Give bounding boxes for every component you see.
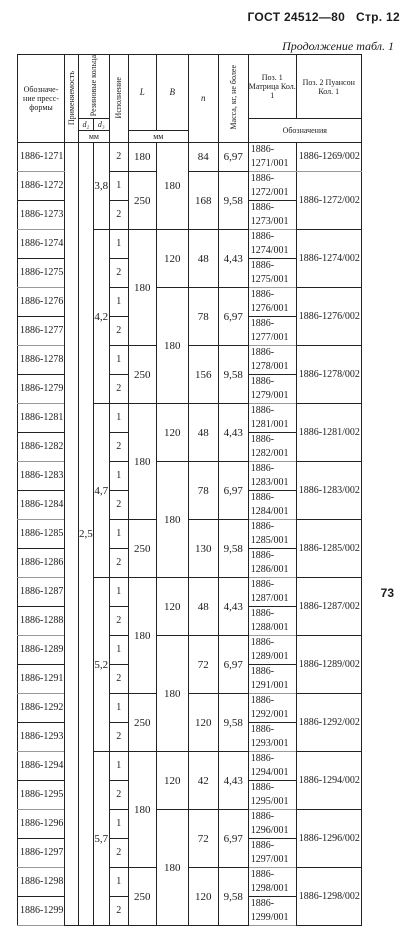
table-row-code: 1886-1299 — [18, 897, 65, 926]
version-cell: 1 — [109, 172, 128, 201]
table-row-code: 1886-1282 — [18, 433, 65, 462]
mass-cell: 9,58 — [218, 868, 248, 926]
version-cell: 1 — [109, 752, 128, 781]
n-cell: 120 — [188, 868, 218, 926]
B-cell: 180 — [156, 143, 188, 230]
table-row-code: 1886-1296 — [18, 810, 65, 839]
matrix-cell: 1886-1299/001 — [248, 897, 296, 926]
d3-cell: 3,8 — [93, 143, 109, 230]
version-cell: 2 — [109, 201, 128, 230]
punch-cell: 1886-1281/002 — [296, 404, 361, 462]
L-cell: 180 — [128, 404, 156, 520]
L-cell: 250 — [128, 868, 156, 926]
L-cell: 180 — [128, 143, 156, 172]
col-applicability: Применяемость — [65, 55, 79, 143]
version-cell: 1 — [109, 346, 128, 375]
matrix-cell: 1886-1291/001 — [248, 665, 296, 694]
matrix-cell: 1886-1281/001 — [248, 404, 296, 433]
punch-cell: 1886-1298/002 — [296, 868, 361, 926]
L-cell: 180 — [128, 230, 156, 346]
punch-cell: 1886-1283/002 — [296, 462, 361, 520]
mass-cell: 6,97 — [218, 143, 248, 172]
n-cell: 168 — [188, 172, 218, 230]
version-cell: 1 — [109, 868, 128, 897]
specs-table — [17, 54, 362, 926]
table-row-code: 1886-1276 — [18, 288, 65, 317]
matrix-cell: 1886-1298/001 — [248, 868, 296, 897]
matrix-cell: 1886-1289/001 — [248, 636, 296, 665]
matrix-cell: 1886-1283/001 — [248, 462, 296, 491]
table-row-code: 1886-1294 — [18, 752, 65, 781]
table-row-code: 1886-1275 — [18, 259, 65, 288]
table-row-code: 1886-1284 — [18, 491, 65, 520]
table-row-code: 1886-1281 — [18, 404, 65, 433]
col-L: L — [128, 55, 156, 131]
table-row-code: 1886-1295 — [18, 781, 65, 810]
mass-cell: 4,43 — [218, 230, 248, 288]
n-cell: 120 — [188, 694, 218, 752]
matrix-cell: 1886-1282/001 — [248, 433, 296, 462]
matrix-cell: 1886-1296/001 — [248, 810, 296, 839]
mass-cell: 6,97 — [218, 636, 248, 694]
col-mass: Масса, кг, не более — [218, 55, 248, 143]
matrix-cell: 1886-1293/001 — [248, 723, 296, 752]
table-row-code: 1886-1285 — [18, 520, 65, 549]
mass-cell: 4,43 — [218, 578, 248, 636]
L-cell: 250 — [128, 694, 156, 752]
version-cell: 2 — [109, 317, 128, 346]
version-cell: 2 — [109, 839, 128, 868]
version-cell: 2 — [109, 781, 128, 810]
d2-cell: 2,5 — [79, 143, 94, 926]
version-cell: 2 — [109, 897, 128, 926]
version-cell: 1 — [109, 694, 128, 723]
col-pos1: Поз. 1 Матрица Кол. 1 — [248, 55, 296, 119]
n-cell: 130 — [188, 520, 218, 578]
mass-cell: 9,58 — [218, 346, 248, 404]
version-cell: 2 — [109, 491, 128, 520]
version-cell: 1 — [109, 462, 128, 491]
mass-cell: 6,97 — [218, 810, 248, 868]
n-cell: 156 — [188, 346, 218, 404]
punch-cell: 1886-1289/002 — [296, 636, 361, 694]
mass-cell: 4,43 — [218, 752, 248, 810]
punch-cell: 1886-1296/002 — [296, 810, 361, 868]
matrix-cell: 1886-1286/001 — [248, 549, 296, 578]
col-version: Исполнение — [109, 55, 128, 143]
version-cell: 2 — [109, 259, 128, 288]
n-cell: 84 — [188, 143, 218, 172]
table-row-code: 1886-1277 — [18, 317, 65, 346]
L-cell: 250 — [128, 520, 156, 578]
B-cell: 120 — [156, 404, 188, 462]
table-row-code: 1886-1288 — [18, 607, 65, 636]
table-row-code: 1886-1289 — [18, 636, 65, 665]
col-ring: Резиновые кольца — [79, 55, 110, 119]
n-cell: 48 — [188, 230, 218, 288]
matrix-cell: 1886-1278/001 — [248, 346, 296, 375]
table-row-code: 1886-1291 — [18, 665, 65, 694]
matrix-cell: 1886-1295/001 — [248, 781, 296, 810]
version-cell: 1 — [109, 578, 128, 607]
B-cell: 180 — [156, 288, 188, 404]
punch-cell: 1886-1292/002 — [296, 694, 361, 752]
matrix-cell: 1886-1294/001 — [248, 752, 296, 781]
d3-cell: 5,7 — [93, 752, 109, 926]
B-cell: 180 — [156, 462, 188, 578]
table-row-code: 1886-1279 — [18, 375, 65, 404]
mass-cell: 9,58 — [218, 172, 248, 230]
col-n: n — [188, 55, 218, 143]
matrix-cell: 1886-1271/001 — [248, 143, 296, 172]
n-cell: 78 — [188, 462, 218, 520]
page-label: Стр. 12 — [356, 10, 400, 24]
version-cell: 2 — [109, 549, 128, 578]
punch-cell: 1886-1278/002 — [296, 346, 361, 404]
matrix-cell: 1886-1284/001 — [248, 491, 296, 520]
table-row-code: 1886-1287 — [18, 578, 65, 607]
page-number: 73 — [380, 586, 394, 600]
d3-cell: 4,2 — [93, 230, 109, 404]
col-LB-mm: мм — [128, 131, 188, 143]
continuation-caption: Продолжение табл. 1 — [282, 39, 394, 53]
punch-cell: 1886-1269/002 — [296, 143, 361, 172]
B-cell: 180 — [156, 636, 188, 752]
col-B: B — [156, 55, 188, 131]
standard-code: ГОСТ 24512—80 — [247, 10, 346, 24]
table-row-code: 1886-1271 — [18, 143, 65, 172]
matrix-cell: 1886-1292/001 — [248, 694, 296, 723]
mass-cell: 9,58 — [218, 694, 248, 752]
d3-cell: 5,2 — [93, 578, 109, 752]
table-row-code: 1886-1272 — [18, 172, 65, 201]
punch-cell: 1886-1287/002 — [296, 578, 361, 636]
version-cell: 1 — [109, 636, 128, 665]
n-cell: 72 — [188, 810, 218, 868]
version-cell: 2 — [109, 433, 128, 462]
table-row-code: 1886-1298 — [18, 868, 65, 897]
version-cell: 1 — [109, 520, 128, 549]
B-cell: 180 — [156, 810, 188, 926]
col-d3: d₃ — [93, 119, 109, 131]
n-cell: 72 — [188, 636, 218, 694]
version-cell: 1 — [109, 288, 128, 317]
table-row-code: 1886-1273 — [18, 201, 65, 230]
table-row-code: 1886-1292 — [18, 694, 65, 723]
col-ring-mm: мм — [79, 131, 110, 143]
L-cell: 250 — [128, 172, 156, 230]
matrix-cell: 1886-1287/001 — [248, 578, 296, 607]
L-cell: 180 — [128, 578, 156, 694]
n-cell: 48 — [188, 404, 218, 462]
matrix-cell: 1886-1277/001 — [248, 317, 296, 346]
n-cell: 48 — [188, 578, 218, 636]
version-cell: 1 — [109, 404, 128, 433]
n-cell: 78 — [188, 288, 218, 346]
table-row-code: 1886-1286 — [18, 549, 65, 578]
B-cell: 120 — [156, 578, 188, 636]
mass-cell: 9,58 — [218, 520, 248, 578]
punch-cell: 1886-1276/002 — [296, 288, 361, 346]
version-cell: 2 — [109, 665, 128, 694]
table-row-code: 1886-1283 — [18, 462, 65, 491]
version-cell: 2 — [109, 607, 128, 636]
table-row-code: 1886-1274 — [18, 230, 65, 259]
matrix-cell: 1886-1285/001 — [248, 520, 296, 549]
table-row-code: 1886-1297 — [18, 839, 65, 868]
n-cell: 42 — [188, 752, 218, 810]
page-header — [247, 10, 400, 24]
B-cell: 120 — [156, 230, 188, 288]
B-cell: 120 — [156, 752, 188, 810]
matrix-cell: 1886-1275/001 — [248, 259, 296, 288]
punch-cell: 1886-1272/002 — [296, 172, 361, 230]
col-designation: Обозначе-ние пресс-формы — [18, 55, 65, 143]
col-designations: Обозначения — [248, 119, 361, 143]
matrix-cell: 1886-1297/001 — [248, 839, 296, 868]
version-cell: 1 — [109, 810, 128, 839]
matrix-cell: 1886-1272/001 — [248, 172, 296, 201]
col-pos2: Поз. 2 Пуансон Кол. 1 — [296, 55, 361, 119]
applicability-cell — [65, 143, 79, 926]
version-cell: 1 — [109, 230, 128, 259]
matrix-cell: 1886-1288/001 — [248, 607, 296, 636]
table-row-code: 1886-1278 — [18, 346, 65, 375]
L-cell: 250 — [128, 346, 156, 404]
matrix-cell: 1886-1273/001 — [248, 201, 296, 230]
mass-cell: 4,43 — [218, 404, 248, 462]
punch-cell: 1886-1274/002 — [296, 230, 361, 288]
L-cell: 180 — [128, 752, 156, 868]
mass-cell: 6,97 — [218, 462, 248, 520]
mass-cell: 6,97 — [218, 288, 248, 346]
version-cell: 2 — [109, 143, 128, 172]
punch-cell: 1886-1285/002 — [296, 520, 361, 578]
col-d2: d₂ — [79, 119, 94, 131]
punch-cell: 1886-1294/002 — [296, 752, 361, 810]
matrix-cell: 1886-1276/001 — [248, 288, 296, 317]
table-row-code: 1886-1293 — [18, 723, 65, 752]
d3-cell: 4,7 — [93, 404, 109, 578]
version-cell: 2 — [109, 375, 128, 404]
version-cell: 2 — [109, 723, 128, 752]
matrix-cell: 1886-1274/001 — [248, 230, 296, 259]
matrix-cell: 1886-1279/001 — [248, 375, 296, 404]
